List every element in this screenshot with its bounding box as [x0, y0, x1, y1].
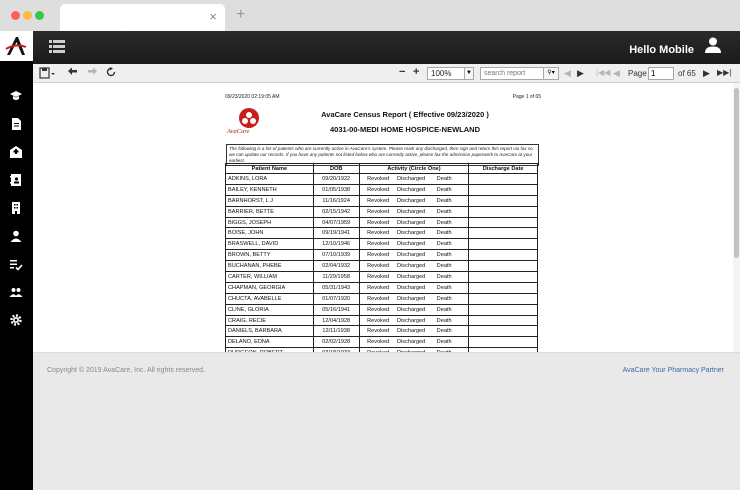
account-icon[interactable]	[704, 36, 722, 54]
zoom-out-icon[interactable]: −	[399, 66, 406, 78]
activity-cell	[359, 250, 469, 261]
discharge-date-cell	[469, 337, 538, 348]
dob-cell: 11/16/1924	[313, 195, 359, 206]
activity-option[interactable]: Revoked	[367, 284, 390, 291]
activity-option[interactable]: Death	[436, 263, 452, 270]
patient-name-cell: BUCHANAN, PHEBE	[226, 261, 314, 272]
graduation-cap-icon[interactable]	[9, 89, 23, 103]
page-total: of 65	[678, 69, 696, 78]
activity-option[interactable]: Revoked	[367, 306, 390, 313]
patient-name-cell: BAILEY, KENNETH	[226, 184, 314, 195]
activity-cell	[359, 337, 469, 348]
previous-page-icon[interactable]: ◀	[613, 68, 620, 78]
table-row	[226, 326, 538, 337]
patient-name-cell: CARTER, WILLIAM	[226, 272, 314, 283]
activity-option[interactable]: Death	[436, 252, 452, 259]
activity-cell	[359, 304, 469, 315]
users-group-icon[interactable]	[9, 285, 23, 299]
activity-option[interactable]: Revoked	[367, 219, 390, 226]
table-header-row	[226, 164, 538, 174]
activity-option[interactable]: Discharged	[396, 339, 426, 346]
activity-option[interactable]: Death	[436, 230, 452, 237]
dob-cell: 12/11/1938	[313, 326, 359, 337]
activity-cell	[359, 174, 469, 185]
vertical-scrollbar[interactable]	[733, 83, 740, 352]
activity-cell	[359, 184, 469, 195]
document-icon[interactable]	[9, 117, 23, 131]
discharge-date-cell	[469, 195, 538, 206]
maximize-window-button[interactable]	[35, 11, 44, 20]
activity-option[interactable]: Revoked	[367, 230, 390, 237]
dob-cell: 01/05/1938	[313, 184, 359, 195]
activity-cell	[359, 326, 469, 337]
activity-option[interactable]: Death	[436, 328, 452, 335]
report-page-indicator: Page 1 of 65	[512, 94, 541, 100]
patient-name-cell: ADKINS, LORA	[226, 174, 314, 185]
patient-name-cell: DANIELS, BARBARA	[226, 326, 314, 337]
activity-option[interactable]: Discharged	[396, 186, 426, 193]
activity-cell	[359, 293, 469, 304]
dob-cell: 05/31/1943	[313, 282, 359, 293]
dob-cell: 11/29/1958	[313, 272, 359, 283]
table-row	[226, 261, 538, 272]
activity-option[interactable]: Death	[436, 208, 452, 215]
report-title: AvaCare Census Report ( Effective 09/23/2020 )	[321, 110, 489, 119]
activity-option[interactable]: Discharged	[396, 273, 426, 280]
activity-option[interactable]: Death	[436, 339, 452, 346]
report-subtitle: 4031-00-MEDI HOME HOSPICE-NEWLAND	[329, 125, 481, 134]
report-logo-text: AvaCare	[227, 128, 250, 135]
minimize-window-button[interactable]	[23, 11, 32, 20]
discharge-date-cell	[469, 304, 538, 315]
activity-cell	[359, 282, 469, 293]
activity-option[interactable]: Discharged	[396, 328, 426, 335]
activity-option[interactable]: Revoked	[367, 252, 390, 259]
dob-cell: 09/19/1941	[313, 228, 359, 239]
activity-option[interactable]: Revoked	[367, 317, 390, 324]
address-book-icon[interactable]	[9, 173, 23, 187]
close-window-button[interactable]	[11, 11, 20, 20]
discharge-date-cell	[469, 217, 538, 228]
back-arrow-icon[interactable]	[67, 67, 78, 80]
discharge-date-cell	[469, 228, 538, 239]
activity-option[interactable]: Discharged	[396, 197, 426, 204]
table-row	[226, 282, 538, 293]
search-icon[interactable]: ⚲▾	[543, 67, 559, 80]
avacare-logo-icon	[4, 35, 28, 57]
activity-option[interactable]: Revoked	[367, 186, 390, 193]
activity-option[interactable]: Revoked	[367, 208, 390, 215]
activity-cell	[359, 195, 469, 206]
patient-name-cell: CHUCTA, AVABELLE	[226, 293, 314, 304]
census-table	[225, 163, 538, 359]
sidebar	[0, 31, 33, 490]
dob-cell: 07/10/1939	[313, 250, 359, 261]
report-viewport[interactable]	[33, 83, 740, 352]
hospital-icon[interactable]	[9, 145, 23, 159]
activity-cell	[359, 315, 469, 326]
find-next-icon[interactable]: ▶	[577, 68, 584, 78]
patient-name-cell: CLINE, GLORIA	[226, 304, 314, 315]
report-instructions: The following is a list of patients who are currently active in AvaCare's system. Please mark any discharged, then sign and return this report via fax so we can update our records. If you have any patients not listed below who are currently active, please fax the admission paperwork to AvaCare at your earliest.	[226, 144, 539, 166]
activity-option[interactable]: Discharged	[396, 284, 426, 291]
activity-option[interactable]: Discharged	[396, 295, 426, 302]
patient-name-cell: CRAIG, RECIE	[226, 315, 314, 326]
activity-option[interactable]: Death	[436, 197, 452, 204]
table-row	[226, 174, 538, 185]
page-number-input[interactable]: 1	[648, 67, 674, 80]
activity-cell	[359, 217, 469, 228]
discharge-date-cell	[469, 272, 538, 283]
table-row	[226, 304, 538, 315]
discharge-date-cell	[469, 293, 538, 304]
dob-cell: 02/02/1928	[313, 337, 359, 348]
patient-name-cell: DELANO, EDNA	[226, 337, 314, 348]
building-icon[interactable]	[9, 201, 23, 215]
browser-tab[interactable]	[60, 4, 225, 31]
table-row	[226, 272, 538, 283]
patient-name-cell: BARRIER, BETTE	[226, 206, 314, 217]
column-header: DOB	[313, 164, 359, 174]
chevron-down-icon[interactable]: ▼	[464, 67, 474, 80]
browser-titlebar	[0, 0, 740, 31]
forward-arrow-icon[interactable]	[87, 67, 98, 80]
activity-option[interactable]: Death	[436, 241, 452, 248]
discharge-date-cell	[469, 282, 538, 293]
dob-cell: 12/10/1946	[313, 239, 359, 250]
discharge-date-cell	[469, 206, 538, 217]
column-header: Discharge Date	[469, 164, 538, 174]
refresh-icon[interactable]	[106, 67, 116, 80]
first-page-icon[interactable]: |◀◀	[596, 68, 611, 77]
dob-cell: 09/20/1922	[313, 174, 359, 185]
activity-option[interactable]: Revoked	[367, 197, 390, 204]
dob-cell: 02/04/1932	[313, 261, 359, 272]
avacare-logo[interactable]	[0, 31, 33, 61]
discharge-date-cell	[469, 174, 538, 185]
table-row	[226, 337, 538, 348]
discharge-date-cell	[469, 326, 538, 337]
export-icon[interactable]	[39, 67, 55, 82]
column-header: Patient Name	[226, 164, 314, 174]
activity-option[interactable]: Discharged	[396, 175, 426, 182]
activity-option[interactable]: Death	[436, 219, 452, 226]
discharge-date-cell	[469, 315, 538, 326]
dob-cell: 12/04/1928	[313, 315, 359, 326]
table-row	[226, 239, 538, 250]
activity-option[interactable]: Discharged	[396, 263, 426, 270]
activity-option[interactable]: Discharged	[396, 230, 426, 237]
activity-option[interactable]: Death	[436, 295, 452, 302]
next-page-icon[interactable]: ▶	[703, 68, 710, 78]
zoom-in-icon[interactable]: +	[413, 66, 420, 78]
last-page-icon[interactable]: ▶▶|	[717, 68, 732, 77]
tagline-text: AvaCare Your Pharmacy Partner	[622, 367, 724, 374]
patient-name-cell: BRASWELL, DAVID	[226, 239, 314, 250]
patient-name-cell: CHAPMAN, GEORGIA	[226, 282, 314, 293]
user-greeting: Hello Mobile	[629, 44, 694, 56]
activity-option[interactable]: Revoked	[367, 328, 390, 335]
patient-name-cell: BIGGS, JOSEPH	[226, 217, 314, 228]
discharge-date-cell	[469, 184, 538, 195]
menu-list-icon[interactable]	[49, 40, 65, 53]
table-row	[226, 217, 538, 228]
discharge-date-cell	[469, 250, 538, 261]
checklist-icon[interactable]	[9, 257, 23, 271]
activity-option[interactable]: Discharged	[396, 252, 426, 259]
table-row	[226, 293, 538, 304]
activity-option[interactable]: Death	[436, 186, 452, 193]
activity-cell	[359, 239, 469, 250]
gear-icon[interactable]	[9, 313, 23, 327]
table-row	[226, 206, 538, 217]
activity-option[interactable]: Discharged	[396, 208, 426, 215]
activity-option[interactable]: Revoked	[367, 273, 390, 280]
activity-cell	[359, 228, 469, 239]
table-row	[226, 184, 538, 195]
report-toolbar	[33, 64, 740, 83]
patient-name-cell: BARNHORST, L J	[226, 195, 314, 206]
table-row	[226, 315, 538, 326]
new-tab-button[interactable]: +	[236, 6, 246, 23]
activity-cell	[359, 272, 469, 283]
patient-name-cell: BOISE, JOHN	[226, 228, 314, 239]
copyright-text: Copyright © 2019 AvaCare, Inc. All rights reserved.	[47, 367, 205, 374]
activity-cell	[359, 261, 469, 272]
zoom-select[interactable]: 100%	[427, 67, 465, 80]
page-label: Page	[628, 69, 647, 78]
report-timestamp: 09/23/2020 02:19:05 AM	[225, 94, 280, 100]
dob-cell: 01/07/1920	[313, 293, 359, 304]
user-icon[interactable]	[9, 229, 23, 243]
activity-option[interactable]: Discharged	[396, 219, 426, 226]
scrollbar-thumb[interactable]	[734, 88, 739, 258]
table-row	[226, 228, 538, 239]
census-table-body	[226, 174, 538, 359]
activity-option[interactable]: Revoked	[367, 295, 390, 302]
activity-option[interactable]: Death	[436, 306, 452, 313]
activity-option[interactable]: Revoked	[367, 339, 390, 346]
table-row	[226, 195, 538, 206]
search-report-input[interactable]: search report	[480, 67, 544, 80]
activity-option[interactable]: Death	[436, 273, 452, 280]
activity-option[interactable]: Revoked	[367, 241, 390, 248]
dob-cell: 02/15/1942	[313, 206, 359, 217]
activity-option[interactable]: Discharged	[396, 317, 426, 324]
app-header	[33, 31, 740, 64]
dob-cell: 05/16/1941	[313, 304, 359, 315]
column-header: Activity (Circle One)	[359, 164, 469, 174]
activity-option[interactable]: Revoked	[367, 263, 390, 270]
discharge-date-cell	[469, 261, 538, 272]
activity-option[interactable]: Revoked	[367, 175, 390, 182]
activity-option[interactable]: Death	[436, 284, 452, 291]
activity-option[interactable]: Discharged	[396, 241, 426, 248]
table-row	[226, 250, 538, 261]
find-previous-icon[interactable]: ◀	[564, 68, 571, 78]
close-tab-icon[interactable]: ×	[209, 9, 217, 24]
activity-option[interactable]: Death	[436, 317, 452, 324]
patient-name-cell: BROWN, BETTY	[226, 250, 314, 261]
activity-cell	[359, 206, 469, 217]
activity-option[interactable]: Discharged	[396, 306, 426, 313]
activity-option[interactable]: Death	[436, 175, 452, 182]
dob-cell: 04/07/1959	[313, 217, 359, 228]
discharge-date-cell	[469, 239, 538, 250]
page-footer	[33, 352, 740, 490]
